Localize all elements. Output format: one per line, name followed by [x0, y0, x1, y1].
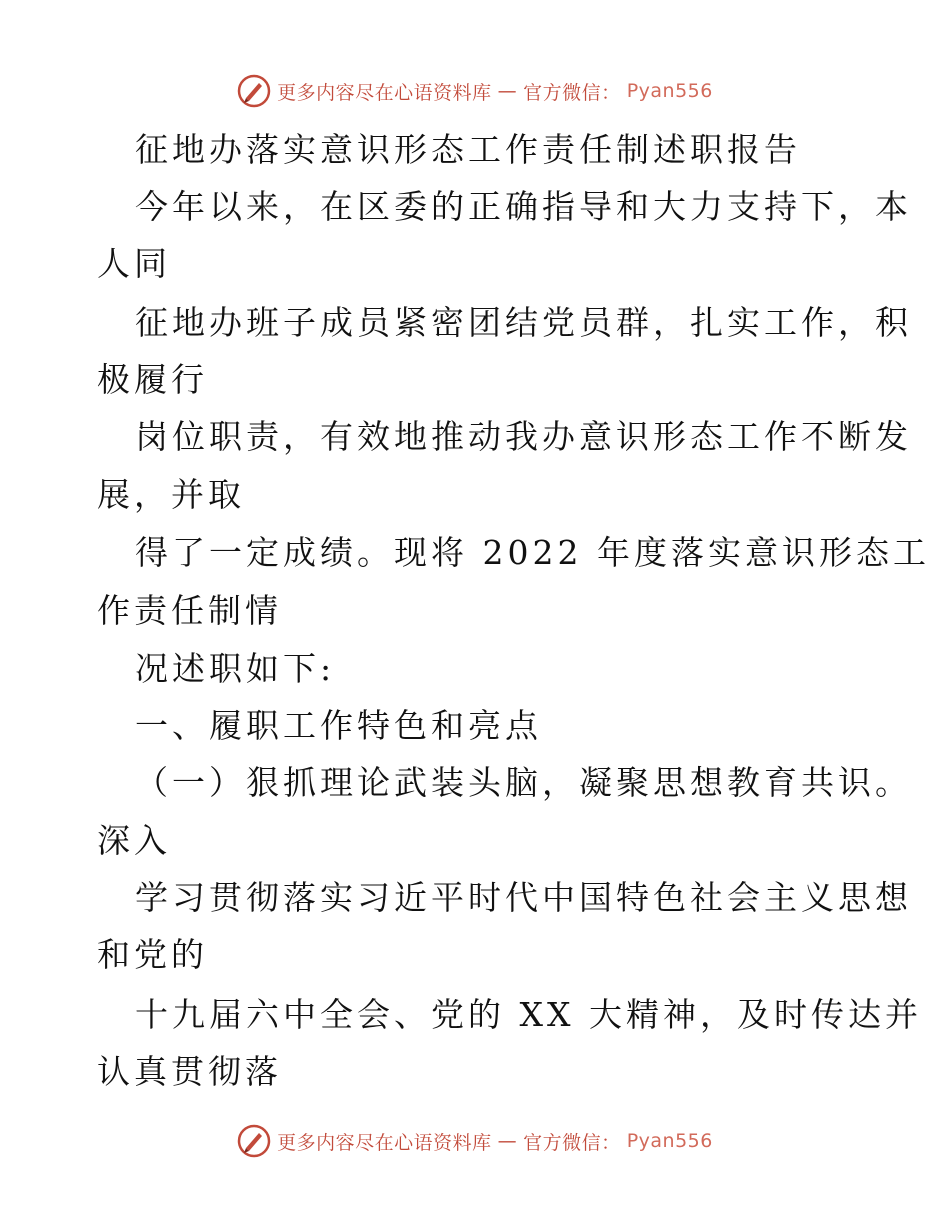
paragraph-line: 征地办班子成员紧密团结党员群，扎实工作，积 [135, 303, 912, 342]
paragraph-line: 今年以来，在区委的正确指导和大力支持下，本 [135, 187, 912, 226]
watermark-separator: — [497, 1130, 518, 1152]
paragraph-line: 学习贯彻落实习近平时代中国特色社会主义思想 [135, 878, 912, 917]
document-title: 征地办落实意识形态工作责任制述职报告 [135, 130, 801, 169]
watermark-text: 更多内容尽在心语资料库 [277, 81, 492, 104]
paragraph-line: 和党的 [97, 935, 208, 974]
section-heading: 一、履职工作特色和亮点 [135, 706, 542, 745]
watermark-text: 更多内容尽在心语资料库 [277, 1131, 492, 1154]
subsection-heading: （一）狠抓理论武装头脑，凝聚思想教育共识。 [135, 763, 912, 802]
paragraph-line: 人同 [97, 244, 171, 283]
watermark-id: Pyan556 [626, 1130, 713, 1152]
pen-logo-icon [237, 74, 271, 108]
paragraph-line: 作责任制情 [97, 591, 282, 630]
watermark-id: Pyan556 [626, 80, 713, 102]
paragraph-line: 展，并取 [97, 475, 245, 514]
watermark-label: 官方微信： [523, 81, 621, 104]
watermark-separator: — [497, 80, 518, 102]
paragraph-line: 十九届六中全会、党的 XX 大精神，及时传达并 [135, 995, 922, 1034]
paragraph-line: 岗位职责，有效地推动我办意识形态工作不断发 [135, 417, 912, 456]
paragraph-line: 深入 [97, 821, 171, 860]
paragraph-line: 况述职如下: [135, 649, 336, 688]
pen-logo-icon [237, 1124, 271, 1158]
paragraph-line: 得了一定成绩。现将 2022 年度落实意识形态工 [135, 533, 930, 572]
watermark-top [0, 74, 950, 108]
paragraph-line: 极履行 [97, 360, 208, 399]
watermark-label: 官方微信： [523, 1131, 621, 1154]
watermark-bottom [0, 1124, 950, 1158]
paragraph-line: 认真贯彻落 [97, 1052, 282, 1091]
